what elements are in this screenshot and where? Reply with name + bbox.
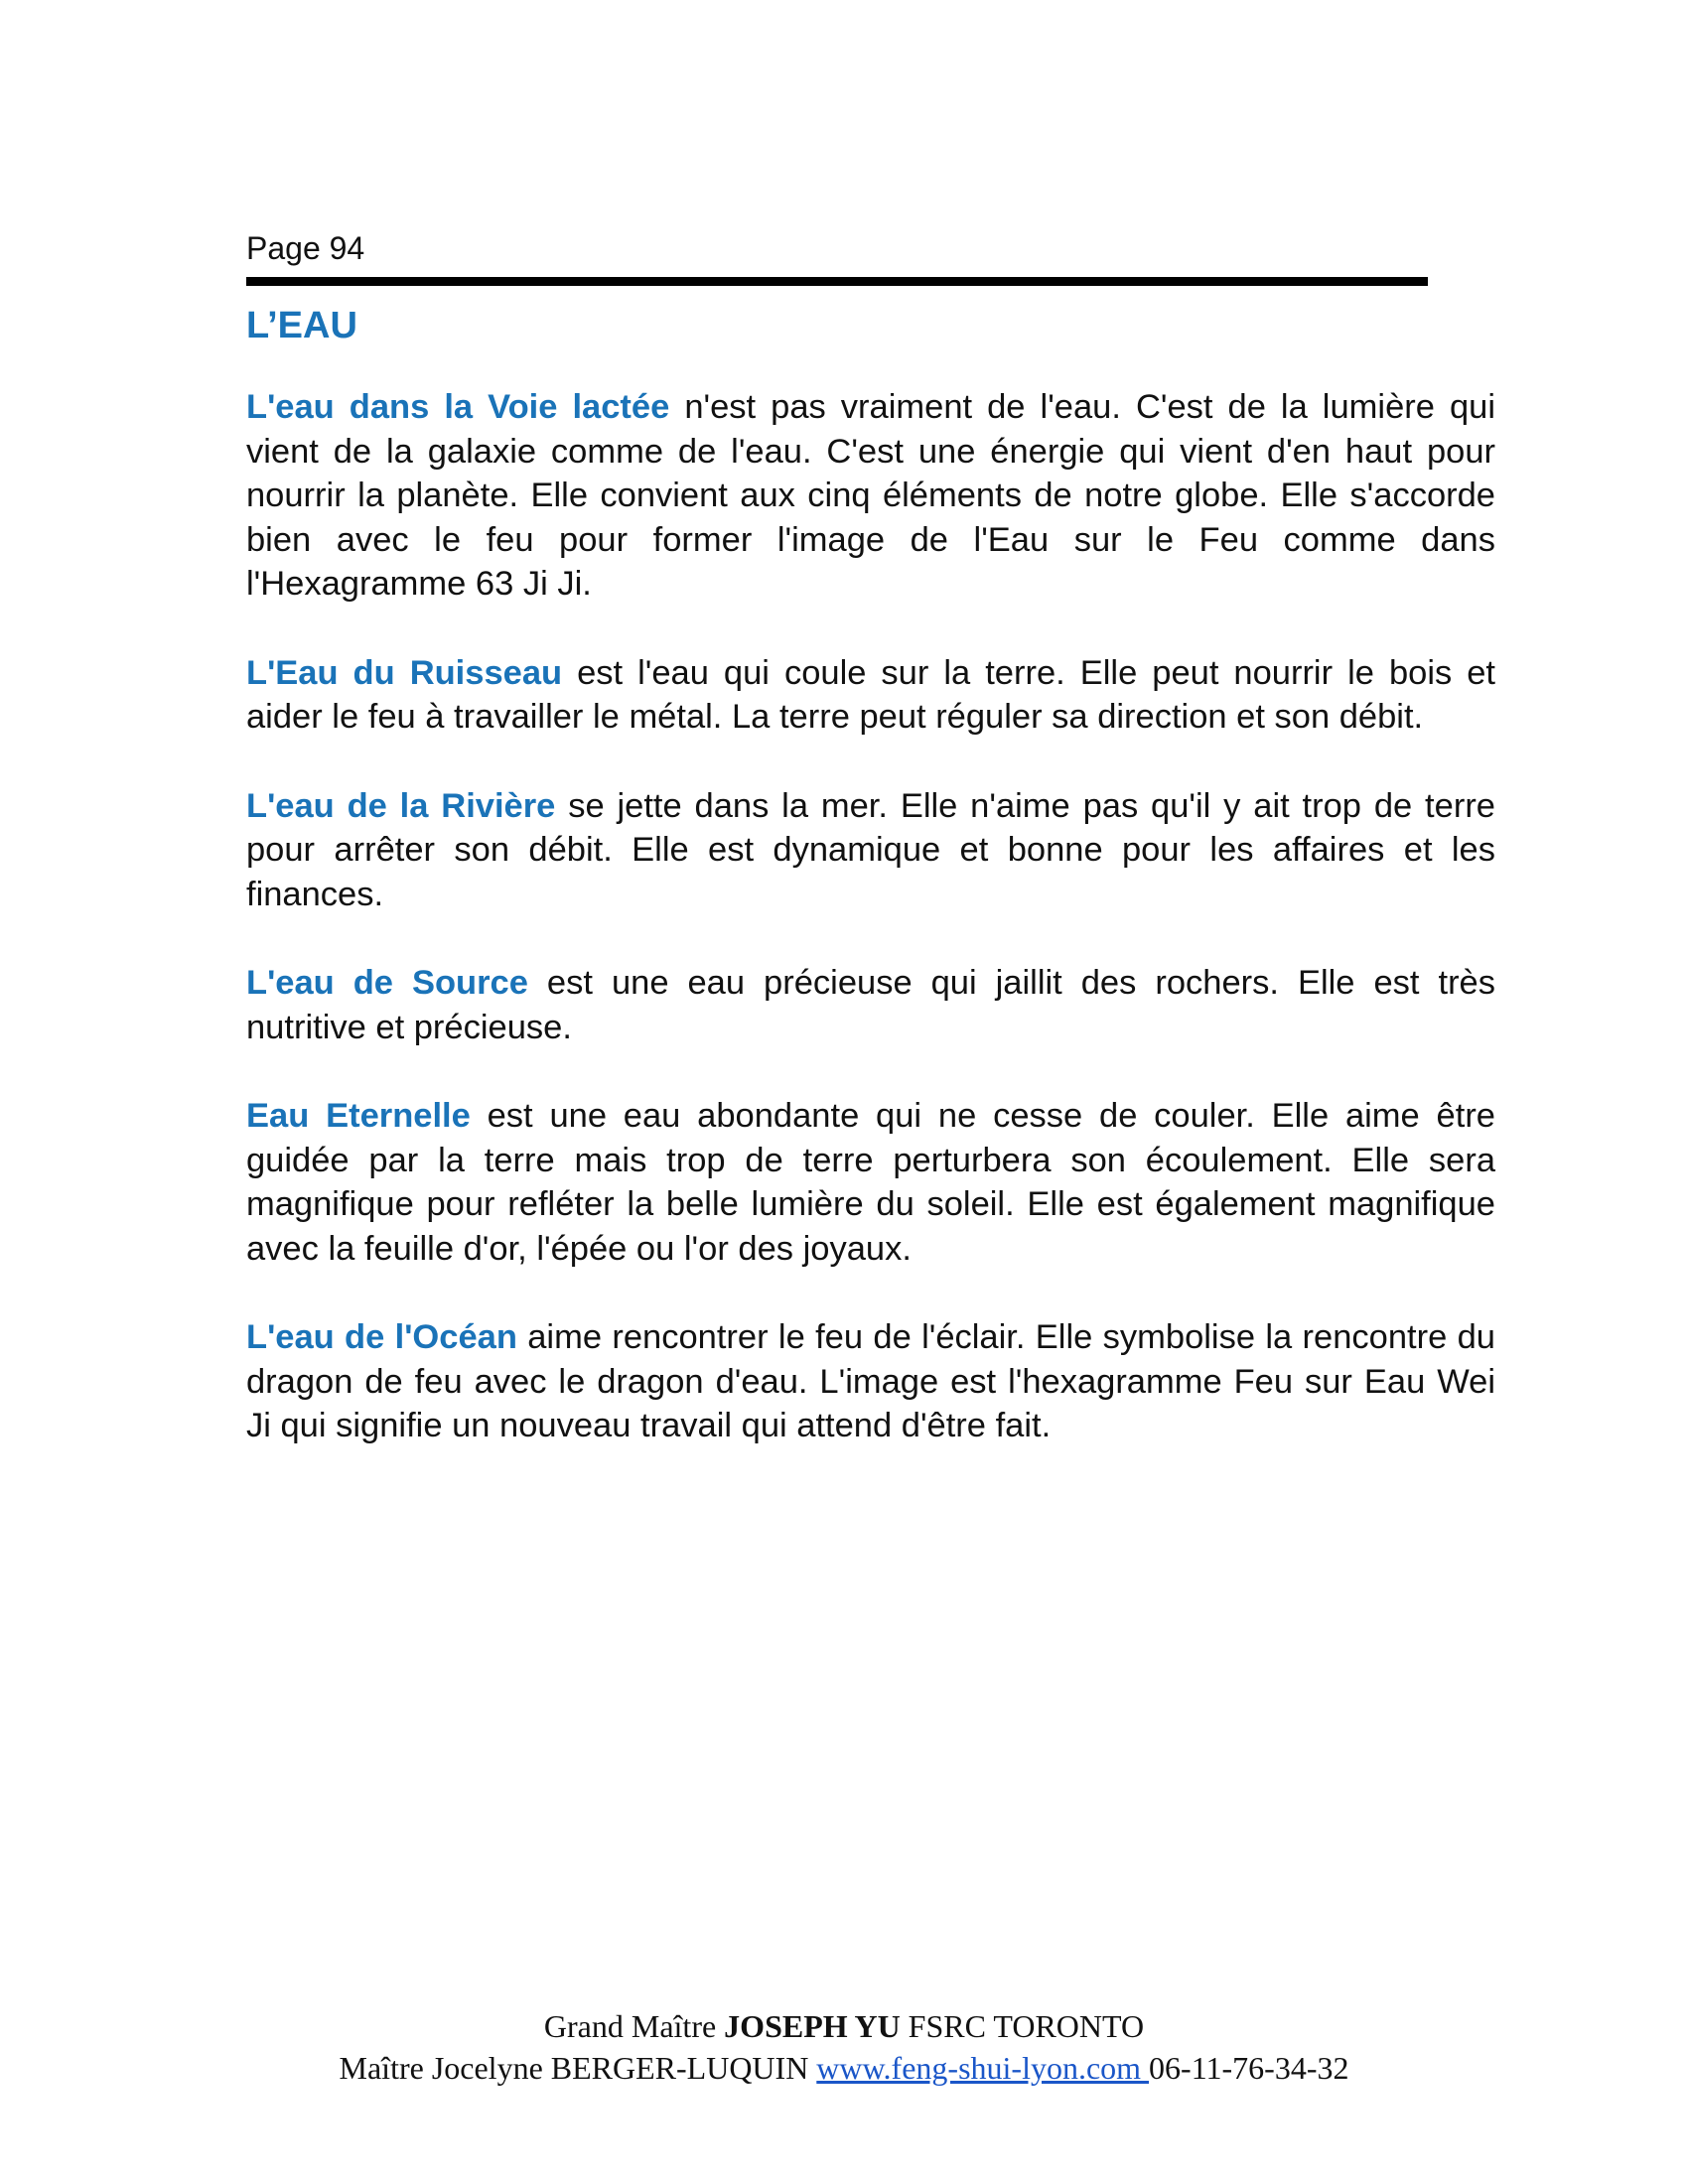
header-rule xyxy=(246,277,1428,286)
paragraph-text: est une eau précieuse qui jaillit des rochers. Elle est très nutritive et précieuse. xyxy=(246,964,1495,1046)
paragraph-text: n'est pas vraiment de l'eau. C'est de la lumière qui vient de la galaxie comme de l'eau. C'est une énergie qui vient d'en haut pour nourrir la planète. Elle convient aux cinq éléments de notre globe. Elle s'accorde bien avec le feu pour former l'image de l'Eau sur le Feu comme dans l'Hexagramme 63 Ji Ji. xyxy=(246,388,1496,603)
paragraph-text: aime rencontrer le feu de l'éclair. Elle symbolise la rencontre du dragon de feu avec le dragon d'eau. L'image est l'hexagramme Feu sur Eau Wei Ji qui signifie un nouveau travail qui attend d'être fait. xyxy=(246,1318,1495,1444)
paragraph-voie-lactee xyxy=(246,385,1495,607)
body-content xyxy=(246,385,1495,1493)
footer-website-link[interactable]: www.feng-shui-lyon.com xyxy=(816,2050,1150,2086)
page-footer xyxy=(0,2005,1688,2089)
page-header xyxy=(246,229,1428,286)
footer-maitre-label: Maître Jocelyne BERGER-LUQUIN xyxy=(339,2050,817,2086)
footer-line-1 xyxy=(0,2005,1688,2047)
footer-author-name: JOSEPH YU xyxy=(724,2008,901,2044)
term-source: L'eau de Source xyxy=(246,964,528,1002)
term-voie-lactee: L'eau dans la Voie lactée xyxy=(246,388,670,426)
paragraph-riviere xyxy=(246,784,1495,917)
paragraph-source xyxy=(246,961,1495,1049)
paragraph-text: se jette dans la mer. Elle n'aime pas qu'il y ait trop de terre pour arrêter son débit. Elle est dynamique et bonne pour les affaires et les finances. xyxy=(246,786,1495,913)
paragraph-ocean xyxy=(246,1315,1495,1448)
paragraph-text: est l'eau qui coule sur la terre. Elle peut nourrir le bois et aider le feu à travailler le métal. La terre peut réguler sa direction et son débit. xyxy=(246,653,1495,736)
term-eternelle: Eau Eternelle xyxy=(246,1097,471,1135)
footer-grand-maitre-label: Grand Maître xyxy=(543,2008,725,2044)
term-riviere: L'eau de la Rivière xyxy=(246,786,556,825)
term-ruisseau: L'Eau du Ruisseau xyxy=(246,653,563,692)
section-title: L’EAU xyxy=(246,305,357,346)
footer-line-2 xyxy=(0,2047,1688,2089)
paragraph-text: est une eau abondante qui ne cesse de couler. Elle aime être guidée par la terre mais trop de terre perturbera son écoulement. Elle sera magnifique pour refléter la belle lumière du soleil. Elle est également magnifique avec la feuille d'or, l'épée ou l'or des joyaux. xyxy=(246,1097,1495,1268)
footer-phone: 06-11-76-34-32 xyxy=(1149,2050,1349,2086)
term-ocean: L'eau de l'Océan xyxy=(246,1318,517,1356)
paragraph-ruisseau xyxy=(246,651,1495,740)
page-number: Page 94 xyxy=(246,230,365,266)
paragraph-eternelle xyxy=(246,1094,1495,1271)
footer-organization: FSRC TORONTO xyxy=(900,2008,1145,2044)
